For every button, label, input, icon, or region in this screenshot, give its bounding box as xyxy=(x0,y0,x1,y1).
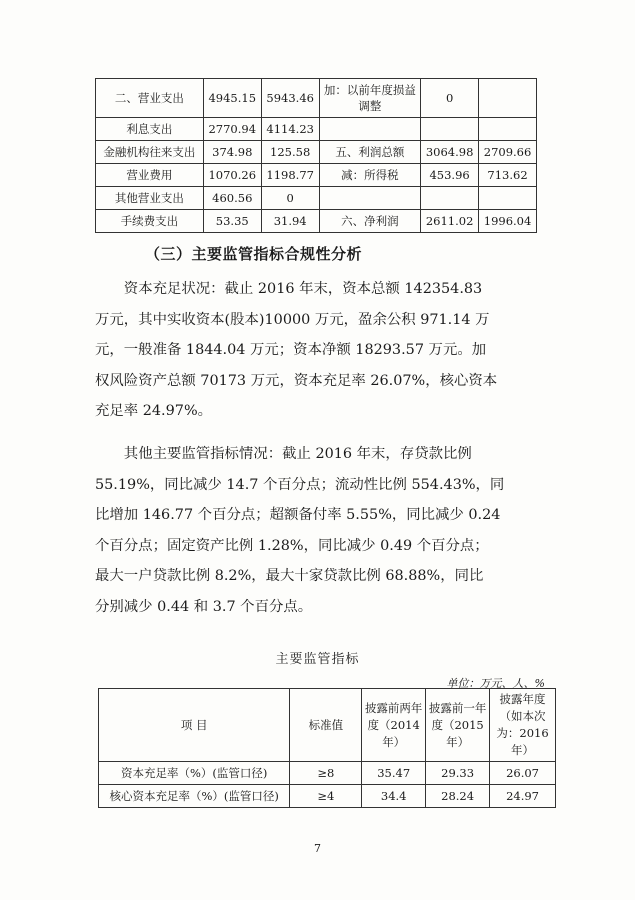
table-row xyxy=(96,141,537,164)
row-label: 加：以前年度损益调整 xyxy=(319,79,421,118)
cell-value: 2611.02 xyxy=(421,210,479,233)
cell-value: 29.33 xyxy=(426,762,490,785)
cell-value xyxy=(479,187,537,210)
table-row xyxy=(96,164,537,187)
cell-value: 4114.23 xyxy=(261,118,319,141)
cell-value: 2770.94 xyxy=(203,118,261,141)
header-row xyxy=(99,689,556,762)
row-label: 其他营业支出 xyxy=(96,187,204,210)
paragraph-line: 个百分点；固定资产比例 1.28%，同比减少 0.49 个百分点； xyxy=(95,537,489,554)
row-label: 二、营业支出 xyxy=(96,79,204,118)
paragraph-line: 充足率 24.97%。 xyxy=(95,403,213,419)
indicator-table-title: 主要监管指标 xyxy=(275,652,360,667)
cell-value: 28.24 xyxy=(426,785,490,808)
cell-value: 460.56 xyxy=(203,187,261,210)
cell-value: 5943.46 xyxy=(261,79,319,118)
cell-value: 1070.26 xyxy=(203,164,261,187)
income-statement-table xyxy=(95,78,537,233)
cell-value: 53.35 xyxy=(203,210,261,233)
row-label: 六、净利润 xyxy=(319,210,421,233)
cell-value: 35.47 xyxy=(362,762,426,785)
other-indicators-paragraph xyxy=(95,439,549,622)
paragraph-line: 比增加 146.77 个百分点；超额备付率 5.55%，同比减少 0.24 xyxy=(95,507,501,523)
row-label: 核心资本充足率（%）(监管口径) xyxy=(99,785,290,808)
header-2015: 披露前一年度（2015年） xyxy=(426,689,490,762)
paragraph-line: 最大一户贷款比例 8.2%，最大十家贷款比例 68.88%，同比 xyxy=(95,568,484,584)
cell-value: 1198.77 xyxy=(261,164,319,187)
capital-adequacy-paragraph xyxy=(95,274,549,427)
cell-value: 453.96 xyxy=(421,164,479,187)
cell-value xyxy=(479,118,537,141)
cell-value: 24.97 xyxy=(490,785,556,808)
cell-value xyxy=(421,118,479,141)
table-row xyxy=(99,785,556,808)
table-row xyxy=(99,762,556,785)
cell-value: 31.94 xyxy=(261,210,319,233)
cell-value: 0 xyxy=(261,187,319,210)
paragraph-line: 万元，其中实收资本(股本)10000 万元，盈余公积 971.14 万 xyxy=(95,311,490,328)
paragraph-line: 权风险资产总额 70173 万元，资本充足率 26.07%，核心资本 xyxy=(95,372,498,389)
cell-value: 3064.98 xyxy=(421,141,479,164)
row-label: 利息支出 xyxy=(96,118,204,141)
cell-value: 26.07 xyxy=(490,762,556,785)
page-number: 7 xyxy=(314,842,321,855)
header-standard: 标准值 xyxy=(290,689,362,762)
paragraph-line: 55.19%，同比减少 14.7 个百分点；流动性比例 554.43%，同 xyxy=(95,476,505,493)
row-label: 营业费用 xyxy=(96,164,204,187)
paragraph-line: 其他主要监管指标情况：截止 2016 年末，存贷款比例 xyxy=(123,446,472,462)
row-label: 金融机构往来支出 xyxy=(96,141,204,164)
header-item: 项 目 xyxy=(99,689,290,762)
cell-value xyxy=(479,79,537,118)
row-label: 减：所得税 xyxy=(319,164,421,187)
cell-value: 125.58 xyxy=(261,141,319,164)
row-label: 手续费支出 xyxy=(96,210,204,233)
table-row xyxy=(96,79,537,118)
regulatory-indicator-table xyxy=(98,688,556,808)
paragraph-line: 元，一般准备 1844.04 万元；资本净额 18293.57 万元。加 xyxy=(95,342,487,358)
row-label: 五、利润总额 xyxy=(319,141,421,164)
table-row xyxy=(96,118,537,141)
cell-value: 34.4 xyxy=(362,785,426,808)
paragraph-line: 分别减少 0.44 和 3.7 个百分点。 xyxy=(95,598,313,615)
cell-value: 0 xyxy=(421,79,479,118)
table-row xyxy=(96,187,537,210)
table-row xyxy=(96,210,537,233)
section-heading: （三）主要监管指标合规性分析 xyxy=(145,245,363,263)
cell-value: 1996.04 xyxy=(479,210,537,233)
cell-value: 4945.15 xyxy=(203,79,261,118)
cell-value: 2709.66 xyxy=(479,141,537,164)
cell-value: 374.98 xyxy=(203,141,261,164)
header-2014: 披露前两年度（2014年） xyxy=(362,689,426,762)
cell-value xyxy=(421,187,479,210)
header-2016: 披露年度（如本次为：2016年） xyxy=(490,689,556,762)
cell-value: ≥4 xyxy=(290,785,362,808)
row-label xyxy=(319,187,421,210)
row-label xyxy=(319,118,421,141)
row-label: 资本充足率（%）(监管口径) xyxy=(99,762,290,785)
cell-value: ≥8 xyxy=(290,762,362,785)
paragraph-line: 资本充足状况：截止 2016 年末，资本总额 142354.83 xyxy=(123,281,483,297)
cell-value: 713.62 xyxy=(479,164,537,187)
unit-label: 单位：万元、人、% xyxy=(446,677,545,690)
